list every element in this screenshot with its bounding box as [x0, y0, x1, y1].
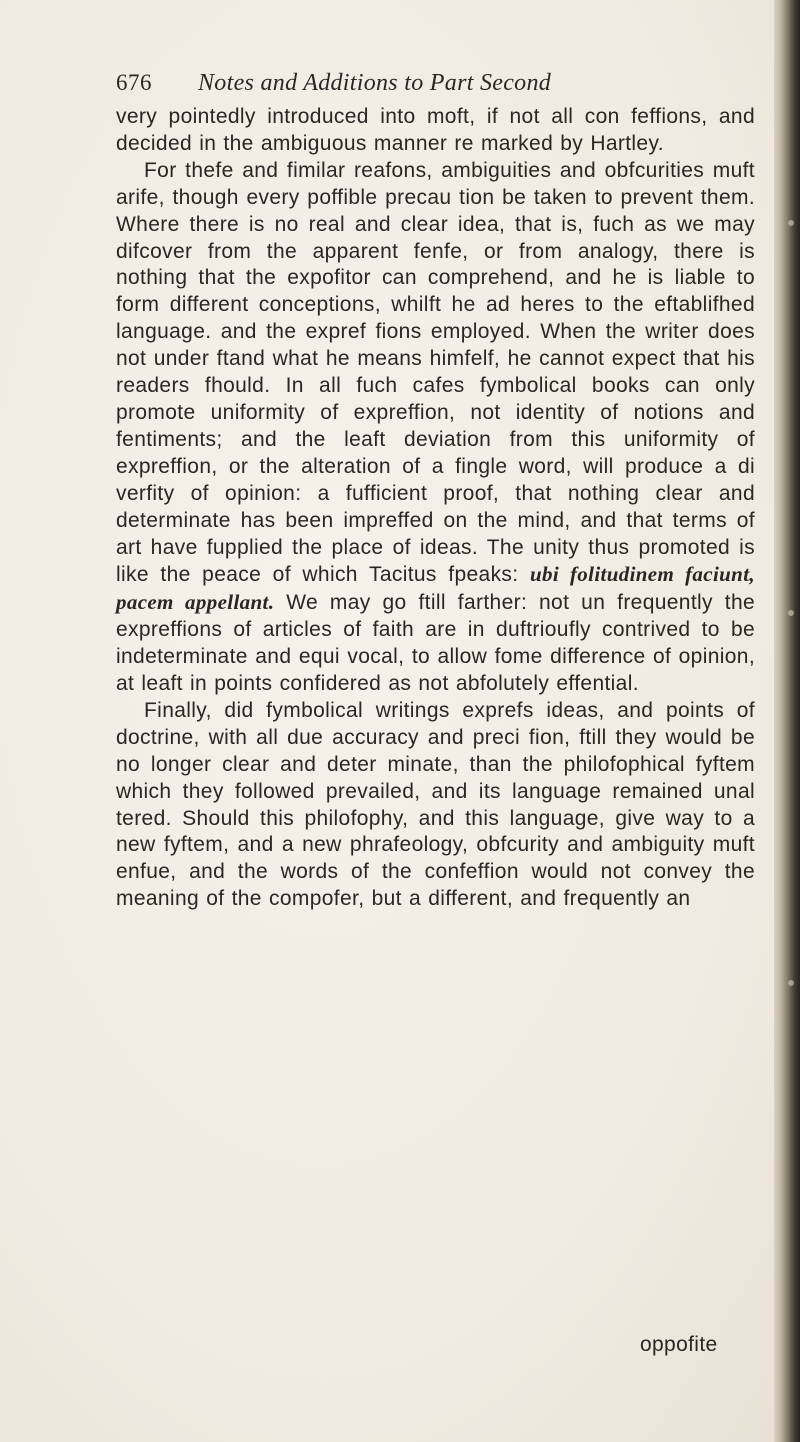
- text-line: ftand what he means himfelf, he cannot expect that: [216, 347, 720, 371]
- text-line: books can only promote uniformity of expreffion,: [116, 374, 755, 424]
- text-line: obfcurities muft arife, though every poffible precau: [116, 158, 755, 209]
- text-line: nothing that the expofitor can comprehend, and he is: [116, 266, 664, 290]
- text-line: points of doctrine, with all due accuracy and preci: [116, 698, 755, 749]
- text-line: feffions, and decided in the ambiguous manner re: [116, 105, 755, 155]
- edge-speck: [788, 980, 794, 986]
- text-line: clear and determinate has been impreffed on the: [116, 481, 755, 532]
- edge-speck: [788, 220, 794, 226]
- text-line: the alteration of a fingle word, will produce a di: [259, 454, 756, 478]
- text-line: give way to a new fyftem, and a new phrafeology,: [116, 806, 756, 857]
- text-line: We may go ftill farther: not un: [274, 591, 606, 615]
- paragraph-1: [116, 104, 755, 158]
- text-line: marked by Hartley.: [480, 131, 664, 155]
- running-head: Notes and Additions to Part Second: [198, 70, 552, 96]
- text-line: real and clear idea, that is, fuch as we may difcover: [116, 212, 756, 263]
- latin-quote: pacem appellant.: [116, 590, 275, 615]
- text-line: tered. Should this philofophy, and this language,: [116, 806, 605, 830]
- text-line: minate, than the philofophical fyftem which they: [116, 752, 756, 803]
- text-line: duftrioufly contrived to be indeterminate and equi: [116, 618, 755, 669]
- text-line: very pointedly introduced into moft, if not all con: [116, 105, 620, 128]
- text-line: tion be taken to prevent them. Where there is no: [116, 185, 756, 236]
- text-line: obfcurity and ambiguity muft enfue, and the words: [116, 833, 755, 884]
- text-line: liable to form different conceptions, whilft he ad: [116, 266, 755, 317]
- body-text: [116, 104, 755, 913]
- paragraph-3: [116, 698, 755, 913]
- text-line: of the confeffion would not convey the meaning of: [116, 860, 755, 911]
- catchword: oppofite: [640, 1333, 718, 1356]
- text-line: of which Tacitus fpeaks:: [272, 563, 530, 587]
- text-line: fions employed. When the writer does not under: [116, 320, 755, 371]
- text-line: fion, ftill they would be no longer clear and deter: [116, 725, 755, 776]
- text-line: verfity of opinion: a fufficient proof, that nothing: [116, 481, 640, 505]
- text-line: leaft deviation from this uniformity of expreffion, or: [116, 427, 755, 478]
- text-line: For thefe and fimilar reafons, ambiguities and: [144, 158, 596, 182]
- text-line: from the apparent fenfe, or from analogy, there is: [207, 239, 755, 263]
- text-line: Finally, did fymbolical writings exprefs ideas, and: [144, 698, 654, 722]
- text-line: his readers fhould. In all fuch cafes fymbolical: [116, 347, 756, 398]
- text-line: in points confidered as not abfolutely effential.: [190, 672, 639, 696]
- text-line: heres to the eftablifhed language. and the expref: [116, 293, 755, 344]
- page-number: 676: [116, 70, 152, 95]
- text-line: of ideas. The unity thus promoted is like the peace: [116, 535, 755, 587]
- page-edge-shadow: [774, 0, 800, 1442]
- text-line: mind, and that terms of art have fupplied the place: [116, 508, 755, 559]
- text-line: followed prevailed, and its language remained unal: [234, 779, 755, 803]
- latin-quote: ubi folitudinem faciunt,: [529, 562, 755, 587]
- text-line: not identity of notions and fentiments; and the: [116, 400, 755, 451]
- text-line: the compofer, but a different, and frequently an: [231, 887, 691, 911]
- edge-speck: [788, 610, 794, 616]
- text-line: frequently the expreffions of articles of faith are in: [116, 591, 756, 642]
- text-line: vocal, to allow fome difference of opinion, at leaft: [116, 645, 756, 696]
- paragraph-2: [116, 158, 755, 698]
